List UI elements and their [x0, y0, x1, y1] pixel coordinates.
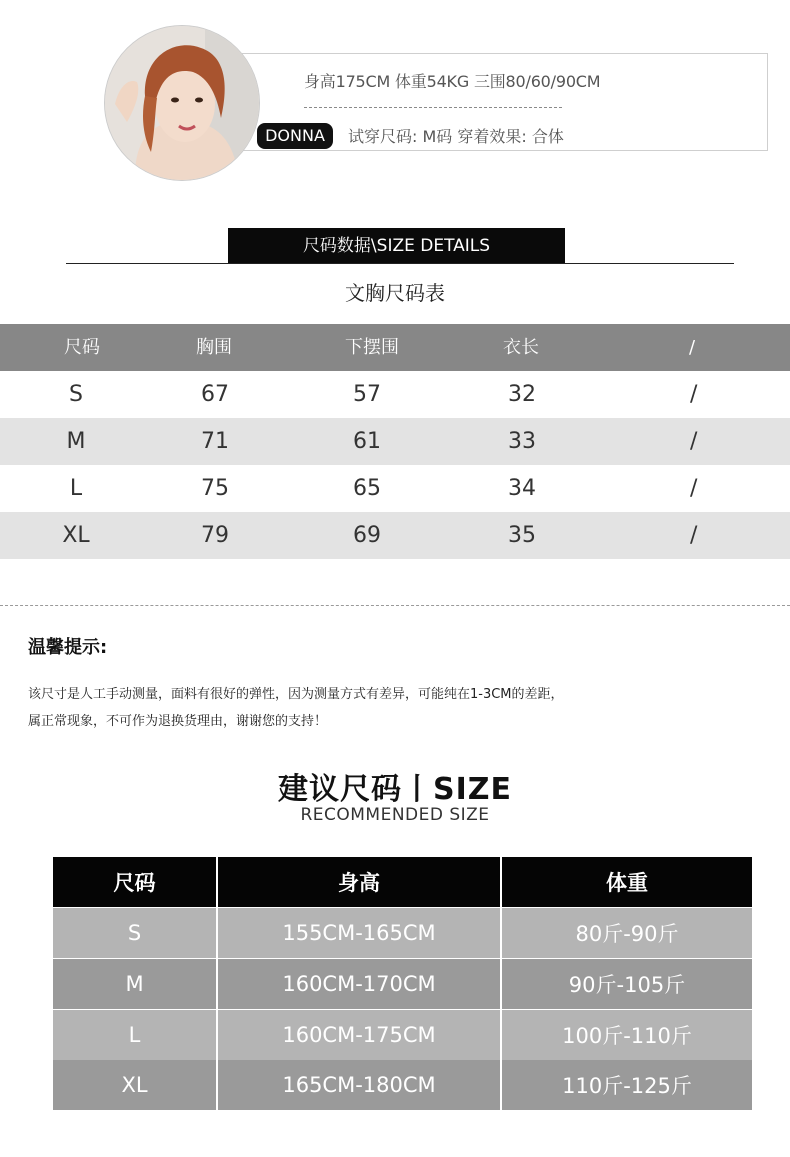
recommended-title: 建议尺码丨SIZE	[277, 772, 512, 807]
size-details-header: 尺码数据\SIZE DETAILS	[228, 228, 565, 264]
table-row	[53, 1010, 752, 1060]
model-avatar	[104, 25, 260, 181]
notice-title: 温馨提示:	[28, 637, 108, 658]
cell-size: L	[53, 1010, 216, 1060]
cell-weight: 80斤-90斤	[502, 908, 752, 958]
header-bust: 胸围	[196, 337, 232, 358]
model-name-badge: DONNA	[257, 123, 333, 149]
cell-size: L	[69, 476, 83, 501]
header-size: 尺码	[64, 337, 100, 358]
cell-bust: 67	[201, 382, 229, 407]
cell-extra: /	[690, 523, 698, 548]
recommended-size-table	[53, 857, 752, 1110]
cell-extra: /	[690, 476, 698, 501]
model-divider	[304, 107, 562, 108]
table-row	[0, 371, 790, 418]
bra-table-title: 文胸尺码表	[345, 281, 445, 305]
cell-size: S	[69, 382, 83, 407]
cell-height: 160CM-170CM	[218, 959, 500, 1009]
model-measurements: 身高175CM 体重54KG 三围80/60/90CM	[304, 72, 601, 91]
bra-size-table	[0, 324, 790, 559]
header-height: 身高	[218, 857, 500, 907]
table-row	[0, 418, 790, 465]
table-row	[53, 959, 752, 1009]
cell-underbust: 57	[353, 382, 381, 407]
header-weight: 体重	[502, 857, 752, 907]
cell-size: XL	[53, 1060, 216, 1110]
table-row	[0, 465, 790, 512]
cell-underbust: 65	[353, 476, 381, 501]
cell-length: 32	[508, 382, 536, 407]
page-divider	[0, 605, 790, 606]
table-row	[53, 908, 752, 958]
bra-table-header	[0, 324, 790, 371]
cell-height: 155CM-165CM	[218, 908, 500, 958]
cell-height: 165CM-180CM	[218, 1060, 500, 1110]
header-length: 衣长	[503, 337, 539, 358]
cell-length: 34	[508, 476, 536, 501]
cell-underbust: 61	[353, 429, 381, 454]
cell-underbust: 69	[353, 523, 381, 548]
recommended-subtitle: RECOMMENDED SIZE	[300, 805, 490, 825]
cell-bust: 75	[201, 476, 229, 501]
section-divider	[66, 263, 734, 264]
cell-weight: 100斤-110斤	[502, 1010, 752, 1060]
cell-weight: 110斤-125斤	[502, 1060, 752, 1110]
notice-line-1: 该尺寸是人工手动测量，面料有很好的弹性，因为测量方式有差异，可能纯在1-3CM的差距，	[28, 687, 564, 702]
cell-weight: 90斤-105斤	[502, 959, 752, 1009]
table-row	[0, 512, 790, 559]
cell-bust: 71	[201, 429, 229, 454]
model-info-card	[104, 25, 670, 183]
cell-size: M	[53, 959, 216, 1009]
cell-bust: 79	[201, 523, 229, 548]
cell-extra: /	[690, 429, 698, 454]
model-fit-info: 试穿尺码: M码 穿着效果: 合体	[348, 127, 564, 146]
cell-size: M	[66, 429, 86, 454]
cell-length: 33	[508, 429, 536, 454]
table-row	[53, 1060, 752, 1110]
recommended-table-header	[53, 857, 752, 907]
cell-size: S	[53, 908, 216, 958]
model-portrait-image	[105, 26, 260, 181]
notice-line-2: 属正常现象，不可作为退换货理由，谢谢您的支持！	[28, 714, 328, 729]
header-size: 尺码	[53, 857, 216, 907]
cell-height: 160CM-175CM	[218, 1010, 500, 1060]
cell-extra: /	[690, 382, 698, 407]
cell-length: 35	[508, 523, 536, 548]
header-underbust: 下摆围	[345, 337, 399, 358]
header-extra: /	[689, 337, 696, 358]
cell-size: XL	[62, 523, 90, 548]
